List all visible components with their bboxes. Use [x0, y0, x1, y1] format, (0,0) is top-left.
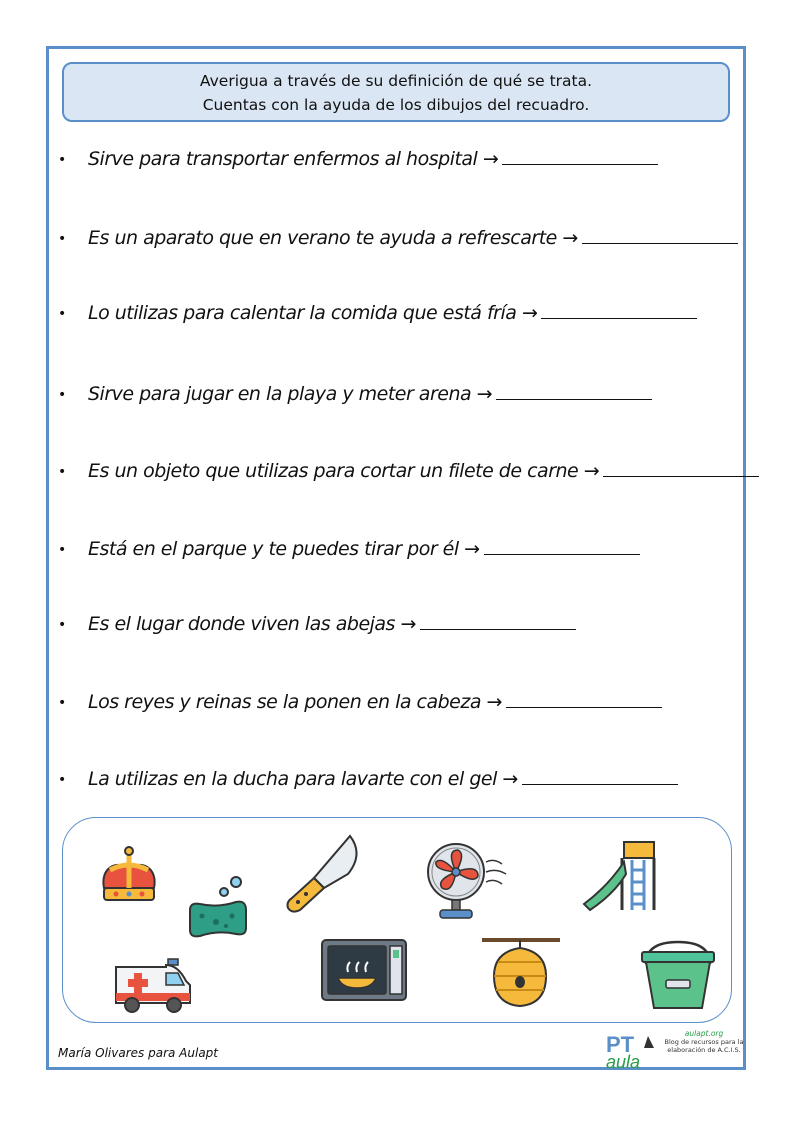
- answer-blank[interactable]: [603, 458, 759, 477]
- question-item: [58, 611, 576, 641]
- answer-blank[interactable]: [502, 146, 658, 165]
- knife-icon: [284, 834, 364, 914]
- question-text: Está en el parque y te puedes tirar por él →: [88, 538, 480, 560]
- bullet: •: [58, 771, 66, 788]
- ambulance-icon: [112, 955, 194, 1017]
- bullet: •: [58, 463, 66, 480]
- sponge-icon: [186, 874, 250, 940]
- question-item: [58, 458, 759, 488]
- instructions-box: [62, 62, 730, 122]
- question-item: [58, 766, 678, 796]
- aulapt-logo-icon: [604, 1030, 664, 1070]
- logo-tagline: Blog de recursos para la elaboración de A.C.I.S.: [664, 1038, 744, 1054]
- slide-icon: [578, 838, 660, 914]
- question-text: Es un objeto que utilizas para cortar un filete de carne →: [88, 460, 600, 482]
- crown-icon: [96, 842, 162, 908]
- question-text: Sirve para transportar enfermos al hospital →: [88, 148, 499, 170]
- bullet: •: [58, 305, 66, 322]
- answer-blank[interactable]: [484, 536, 640, 555]
- bullet: •: [58, 386, 66, 403]
- answer-blank[interactable]: [522, 766, 678, 785]
- answer-blank[interactable]: [541, 300, 697, 319]
- question-text: Es un aparato que en verano te ayuda a refrescarte →: [88, 227, 578, 249]
- question-item: [58, 300, 697, 330]
- site-url[interactable]: aulapt.org: [684, 1029, 724, 1038]
- logo-letters: PT: [606, 1032, 635, 1057]
- question-item: [58, 381, 652, 411]
- question-text: Los reyes y reinas se la ponen en la cabeza →: [88, 691, 502, 713]
- microwave-icon: [320, 938, 408, 1004]
- fan-icon: [422, 840, 508, 922]
- bullet: •: [58, 230, 66, 247]
- logo-word: aula: [606, 1052, 641, 1070]
- question-item: [58, 536, 640, 566]
- bullet: •: [58, 694, 66, 711]
- question-text: Es el lugar donde viven las abejas →: [88, 613, 416, 635]
- instructions-line-2: Cuentas con la ayuda de los dibujos del recuadro.: [202, 96, 590, 114]
- bucket-icon: [638, 940, 720, 1010]
- bullet: •: [58, 151, 66, 168]
- answer-blank[interactable]: [506, 689, 662, 708]
- logo-caption: [664, 1030, 744, 1054]
- bullet: •: [58, 541, 66, 558]
- question-text: Sirve para jugar en la playa y meter arena →: [88, 383, 493, 405]
- instructions-line-1: Averigua a través de su definición de qué se trata.: [199, 72, 593, 90]
- answer-blank[interactable]: [496, 381, 652, 400]
- bullet: •: [58, 616, 66, 633]
- answer-blank[interactable]: [420, 611, 576, 630]
- question-text: Lo utilizas para calentar la comida que está fría →: [88, 302, 538, 324]
- answer-blank[interactable]: [582, 225, 738, 244]
- author-credit: María Olivares para Aulapt: [58, 1046, 218, 1060]
- beehive-icon: [480, 932, 562, 1010]
- question-item: [58, 225, 738, 255]
- question-item: [58, 146, 658, 176]
- question-text: La utilizas en la ducha para lavarte con el gel →: [88, 768, 518, 790]
- question-item: [58, 689, 662, 719]
